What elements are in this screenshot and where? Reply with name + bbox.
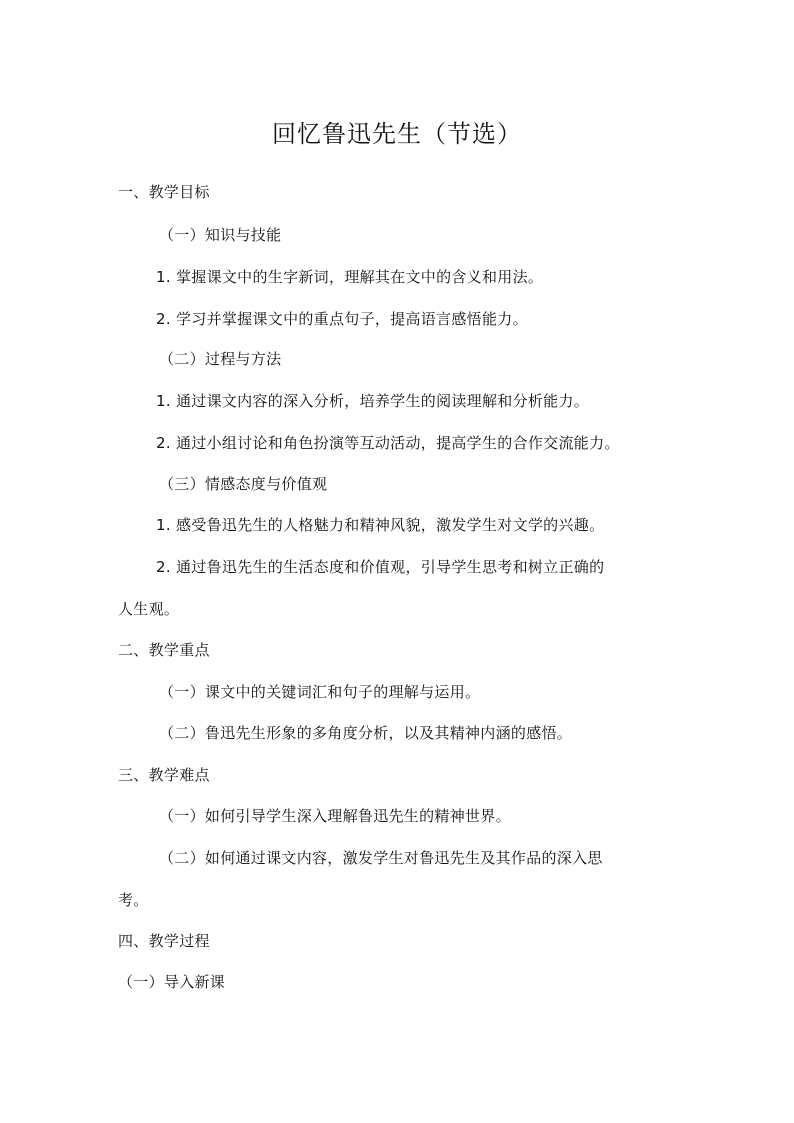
paragraph-line: 1. 通过课文内容的深入分析，培养学生的阅读理解和分析能力。 [156,392,590,410]
subsection-heading: （一）知识与技能 [159,226,282,244]
paragraph-line: （一）课文中的关键词汇和句子的理解与运用。 [159,683,481,701]
section-heading-difficulties: 三、教学难点 [118,766,210,784]
paragraph-line: （二）鲁迅先生形象的多角度分析，以及其精神内涵的感悟。 [159,724,573,742]
paragraph-line: 2. 学习并掌握课文中的重点句子，提高语言感悟能力。 [156,310,528,328]
document-title: 回忆鲁迅先生（节选） [272,120,522,148]
paragraph-line: 1. 感受鲁迅先生的人格魅力和精神风貌，激发学生对文学的兴趣。 [156,516,605,534]
subsection-heading: （三）情感态度与价值观 [159,475,328,493]
subsection-heading: （二）过程与方法 [159,350,282,368]
paragraph-line-continuation: 人生观。 [118,600,180,618]
paragraph-line: 2. 通过小组讨论和角色扮演等互动活动，提高学生的合作交流能力。 [156,434,620,452]
section-heading-key-points: 二、教学重点 [118,641,210,659]
section-heading-objectives: 一、教学目标 [118,183,210,201]
subsection-heading: （一）导入新课 [118,973,226,991]
paragraph-line: 1. 掌握课文中的生字新词，理解其在文中的含义和用法。 [156,268,544,286]
paragraph-line: （一）如何引导学生深入理解鲁迅先生的精神世界。 [159,807,511,825]
paragraph-line-continuation: 考。 [118,891,149,909]
section-heading-process: 四、教学过程 [118,932,210,950]
paragraph-line: 2. 通过鲁迅先生的生活态度和价值观，引导学生思考和树立正确的 [156,558,605,576]
paragraph-line: （二）如何通过课文内容，激发学生对鲁迅先生及其作品的深入思 [159,849,603,867]
